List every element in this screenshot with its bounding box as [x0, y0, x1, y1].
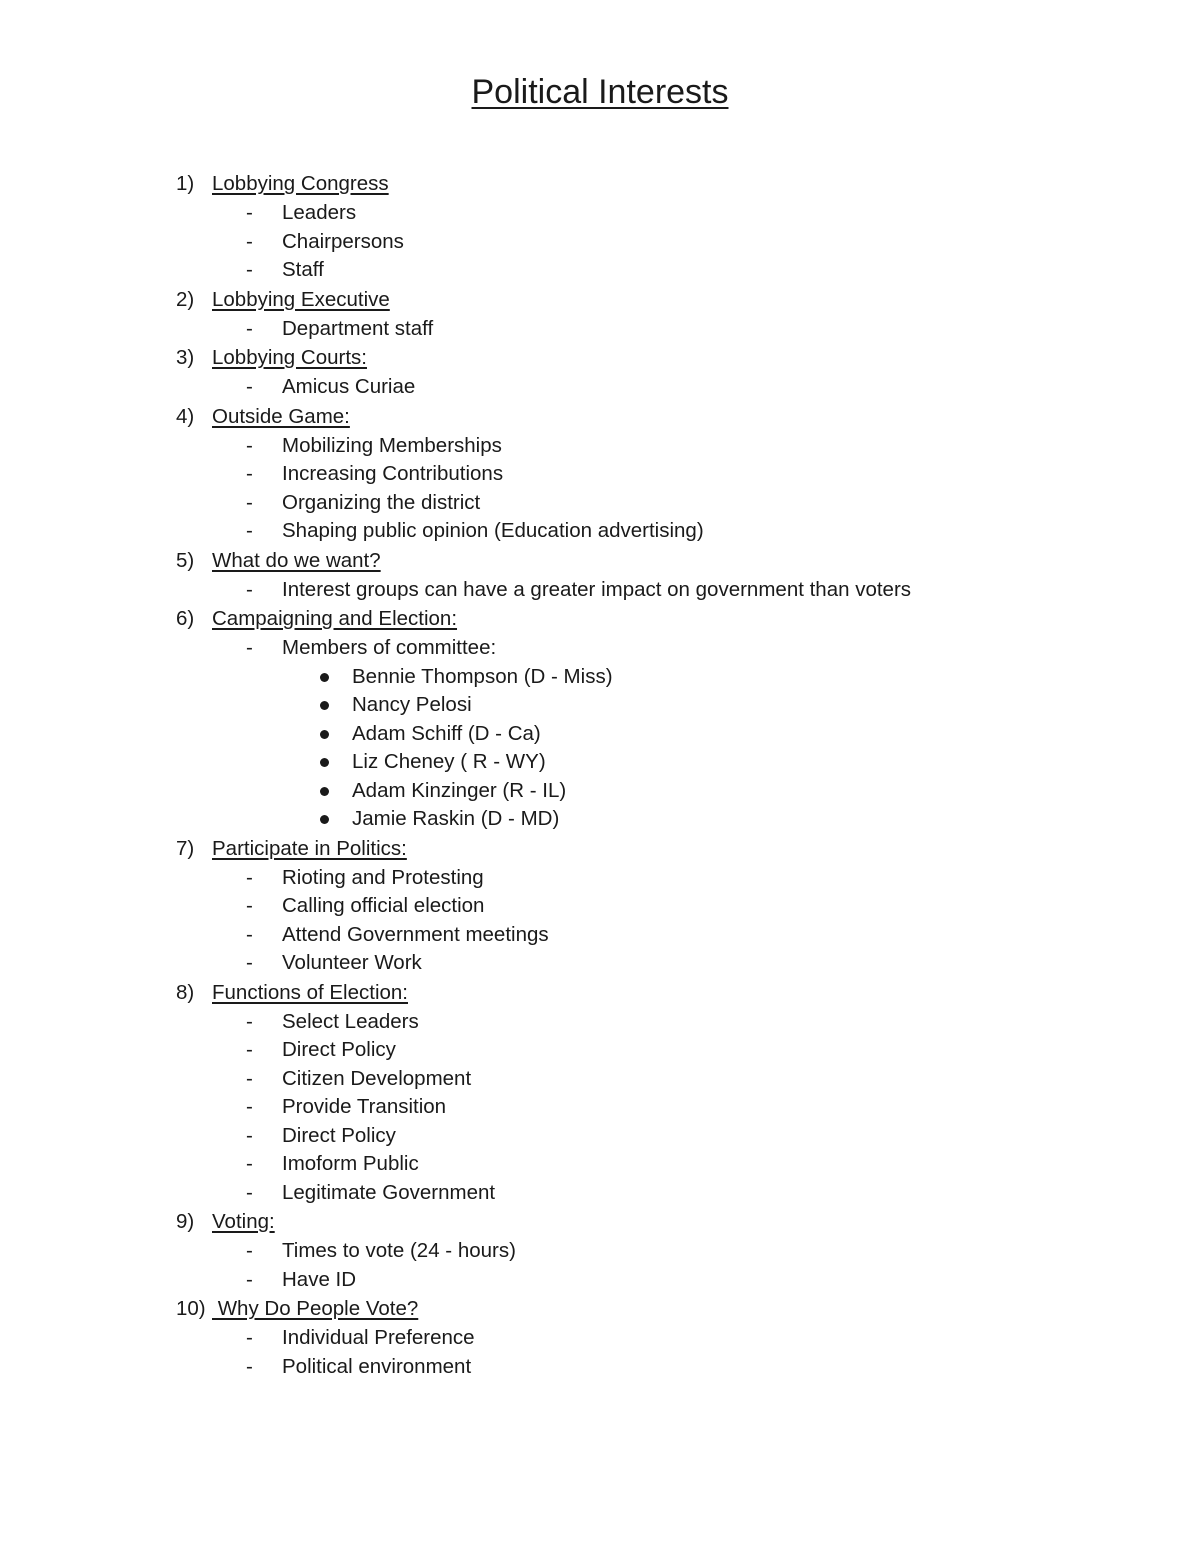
list-item	[0, 1179, 1200, 1208]
list-item	[0, 228, 1200, 257]
dash-marker: -	[246, 1095, 253, 1118]
section-heading	[0, 285, 1200, 315]
dash-marker: -	[246, 1123, 253, 1147]
sub-list-item	[0, 777, 1200, 806]
list-item-text: Mobilizing Memberships	[282, 433, 502, 457]
section-heading	[0, 402, 1200, 432]
bullet-icon	[320, 701, 329, 710]
section-title: Lobbying Courts:	[212, 346, 367, 369]
list-item	[0, 892, 1200, 921]
dash-marker: -	[246, 865, 253, 889]
section-title: Lobbying Executive	[212, 287, 390, 311]
list-item	[0, 1008, 1200, 1037]
sub-list-item-text: Jamie Raskin (D - MD)	[352, 807, 560, 830]
section-heading	[0, 169, 1200, 199]
section-number: 3)	[176, 346, 195, 369]
list-item-text: Imoform Public	[282, 1152, 419, 1175]
sub-list-item-text: Liz Cheney ( R - WY)	[352, 750, 546, 773]
list-item	[0, 1324, 1200, 1353]
section-number: 5)	[176, 548, 195, 572]
bullet-icon	[320, 787, 329, 796]
dash-marker: -	[246, 375, 253, 398]
section-number: 1)	[176, 172, 195, 195]
list-item-text: Direct Policy	[282, 1123, 396, 1147]
list-item-text: Leaders	[282, 201, 357, 224]
list-item	[0, 256, 1200, 285]
section-heading	[0, 1207, 1200, 1237]
sub-list-item-text: Adam Kinzinger (R - IL)	[352, 778, 567, 802]
section-number: 9)	[176, 1210, 195, 1233]
list-item-text: Citizen Development	[282, 1066, 472, 1090]
list-item	[0, 1065, 1200, 1094]
list-item-text: Chairpersons	[282, 229, 404, 253]
list-item-text: Increasing Contributions	[282, 462, 504, 485]
dash-marker: -	[246, 1239, 253, 1262]
sub-list-item	[0, 720, 1200, 749]
list-item	[0, 315, 1200, 344]
list-item-text: Political environment	[282, 1354, 472, 1378]
list-item	[0, 489, 1200, 518]
sub-list-item	[0, 663, 1200, 692]
list-item-text: Provide Transition	[282, 1095, 447, 1118]
list-item-text: Members of committee:	[282, 636, 497, 659]
bullet-icon	[320, 815, 329, 824]
outline-list	[0, 169, 1200, 1381]
section-title: Outside Game:	[212, 404, 350, 428]
list-item-text: Rioting and Protesting	[282, 865, 484, 889]
dash-marker: -	[246, 316, 253, 340]
list-item-text: Legitimate Government	[282, 1180, 496, 1204]
dash-marker: -	[246, 577, 253, 601]
list-item	[0, 373, 1200, 402]
list-item-text: Department staff	[282, 316, 434, 340]
dash-marker: -	[246, 462, 253, 485]
dash-marker: -	[246, 201, 253, 224]
list-item	[0, 460, 1200, 489]
dash-marker: -	[246, 433, 253, 457]
section-title: Campaigning and Election:	[212, 607, 458, 630]
dash-marker: -	[246, 1354, 253, 1378]
dash-marker: -	[246, 258, 253, 281]
list-item-text: Individual Preference	[282, 1326, 475, 1349]
section-number: 8)	[176, 980, 195, 1004]
section-number: 10)	[176, 1297, 206, 1320]
sub-list-item-text: Bennie Thompson (D - Miss)	[352, 664, 613, 688]
list-item	[0, 432, 1200, 461]
section-number: 2)	[176, 287, 195, 311]
section-title: Functions of Election:	[212, 980, 408, 1004]
list-item-text: Calling official election	[282, 894, 485, 917]
dash-marker: -	[246, 1180, 253, 1204]
dash-marker: -	[246, 894, 253, 917]
page-title: Political Interests	[471, 73, 729, 111]
list-item	[0, 1093, 1200, 1122]
list-item-text: Shaping public opinion (Education advertising)	[282, 519, 704, 542]
section-title: Voting:	[212, 1210, 275, 1233]
dash-marker: -	[246, 636, 253, 659]
list-item	[0, 1237, 1200, 1266]
section-number: 6)	[176, 607, 195, 630]
section-title: What do we want?	[212, 548, 381, 572]
section-title: Why Do People Vote?	[212, 1297, 419, 1320]
list-item	[0, 1150, 1200, 1179]
list-item	[0, 634, 1200, 663]
dash-marker: -	[246, 951, 253, 974]
list-item	[0, 576, 1200, 605]
dash-marker: -	[246, 519, 253, 542]
section-heading	[0, 1294, 1200, 1324]
list-item-text: Interest groups can have a greater impact on government than voters	[282, 577, 912, 601]
list-item-text: Staff	[282, 258, 324, 281]
list-item-text: Times to vote (24 - hours)	[282, 1239, 516, 1262]
sub-list-item-text: Adam Schiff (D - Ca)	[352, 721, 541, 745]
section-heading	[0, 834, 1200, 864]
list-item-text: Organizing the district	[282, 490, 481, 514]
list-item	[0, 864, 1200, 893]
sub-list-item-text: Nancy Pelosi	[352, 693, 472, 716]
section-number: 7)	[176, 836, 195, 860]
dash-marker: -	[246, 229, 253, 253]
list-item-text: Amicus Curiae	[282, 375, 416, 398]
section-heading	[0, 978, 1200, 1008]
list-item	[0, 921, 1200, 950]
list-item	[0, 199, 1200, 228]
list-item	[0, 1353, 1200, 1382]
list-item	[0, 949, 1200, 978]
section-heading	[0, 546, 1200, 576]
list-item	[0, 1266, 1200, 1295]
list-item-text: Volunteer Work	[282, 951, 422, 974]
section-title: Lobbying Congress	[212, 172, 389, 195]
list-item	[0, 517, 1200, 546]
dash-marker: -	[246, 922, 253, 946]
sub-list-item	[0, 691, 1200, 720]
list-item-text: Attend Government meetings	[282, 922, 549, 946]
dash-marker: -	[246, 1326, 253, 1349]
section-number: 4)	[176, 404, 195, 428]
bullet-icon	[320, 758, 329, 767]
dash-marker: -	[246, 1267, 253, 1291]
list-item	[0, 1122, 1200, 1151]
bullet-icon	[320, 730, 329, 739]
sub-list-item	[0, 805, 1200, 834]
section-heading	[0, 343, 1200, 373]
bullet-icon	[320, 673, 329, 682]
list-item	[0, 1036, 1200, 1065]
dash-marker: -	[246, 1038, 253, 1061]
section-title: Participate in Politics:	[212, 836, 407, 860]
dash-marker: -	[246, 490, 253, 514]
section-heading	[0, 604, 1200, 634]
list-item-text: Direct Policy	[282, 1038, 396, 1061]
dash-marker: -	[246, 1009, 253, 1033]
list-item-text: Have ID	[282, 1267, 357, 1291]
dash-marker: -	[246, 1152, 253, 1175]
sub-list-item	[0, 748, 1200, 777]
dash-marker: -	[246, 1066, 253, 1090]
list-item-text: Select Leaders	[282, 1009, 419, 1033]
